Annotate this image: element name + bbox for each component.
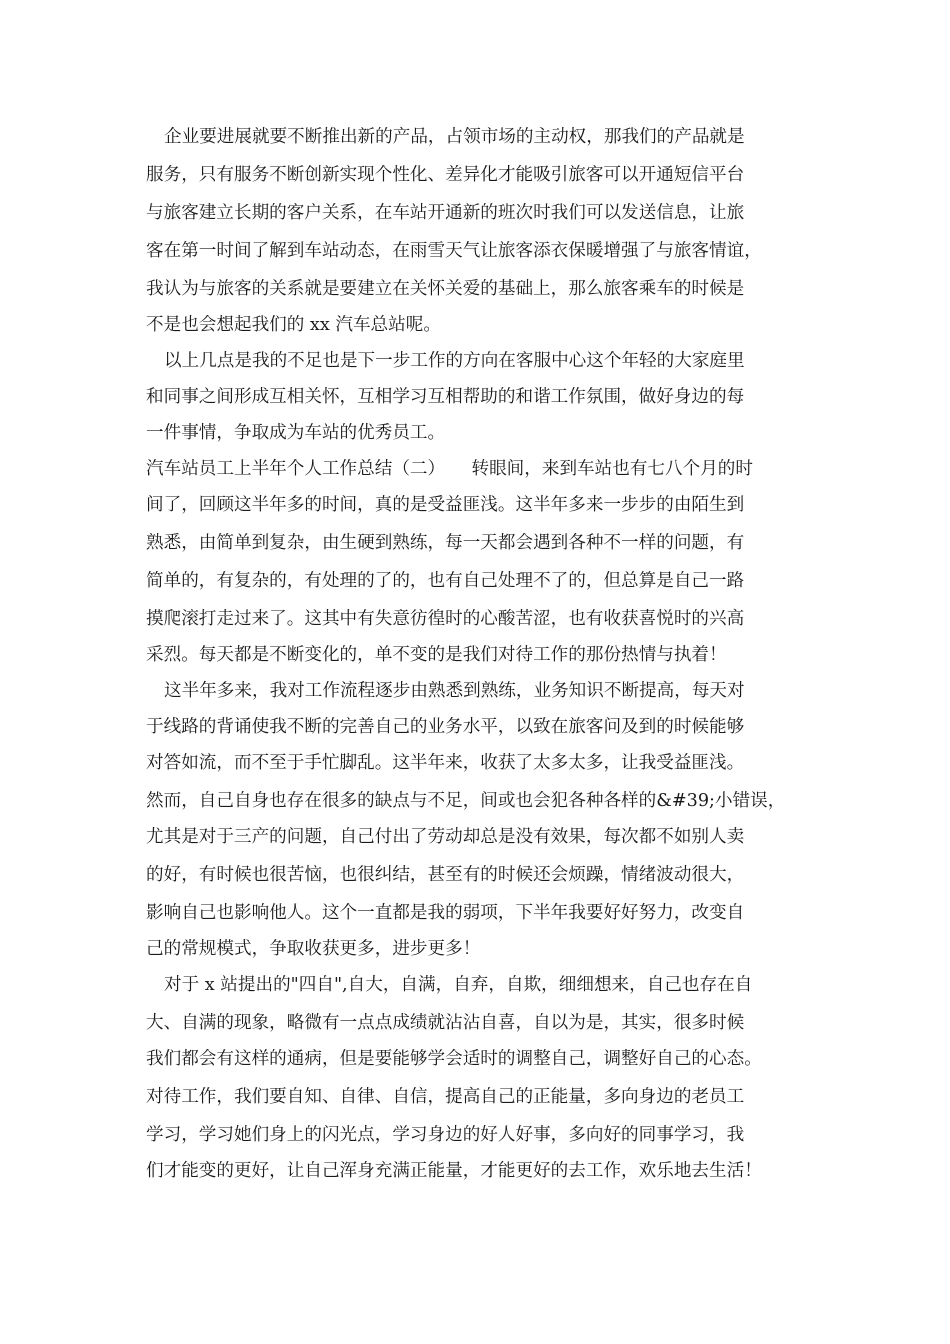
text-line: 间了，回顾这半年多的时间，真的是受益匪浅。这半年多来一步步的由陌生到: [146, 495, 745, 515]
text-line: 和同事之间形成互相关怀，互相学习互相帮助的和谐工作氛围，做好身边的每: [146, 387, 745, 407]
text-line: 的好，有时候也很苦恼，也很纠结，甚至有的时候还会烦躁，情绪波动很大，: [146, 865, 745, 885]
text-line: 客在第一时间了解到车站动态，在雨雪天气让旅客添衣保暖增强了与旅客情谊，: [146, 241, 762, 261]
text-line: 于线路的背诵使我不断的完善自己的业务水平，以致在旅客问及到的时候能够: [146, 717, 745, 737]
text-line: 对于 x 站提出的"四自",自大，自满，自弃，自欺，细细想来，自己也存在自: [164, 975, 753, 995]
text-line: 一件事情，争取成为车站的优秀员工。: [146, 423, 446, 443]
text-line: 们才能变的更好，让自己浑身充满正能量，才能更好的去工作，欢乐地去生活！: [146, 1161, 762, 1181]
text-line: 大、自满的现象，略微有一点点成绩就沾沾自喜，自以为是，其实，很多时候: [146, 1013, 745, 1033]
text-line: 我们都会有这样的通病，但是要能够学会适时的调整自己，调整好自己的心态。: [146, 1049, 762, 1069]
text-line: 摸爬滚打走过来了。这其中有失意彷徨时的心酸苦涩，也有收获喜悦时的兴高: [146, 609, 745, 629]
text-line: 与旅客建立长期的客户关系，在车站开通新的班次时我们可以发送信息，让旅: [146, 203, 745, 223]
text-line: 学习，学习她们身上的闪光点，学习身边的好人好事，多向好的同事学习，我: [146, 1125, 745, 1145]
text-line: 我认为与旅客的关系就是要建立在关怀关爱的基础上，那么旅客乘车的时候是: [146, 279, 745, 299]
text-line: 简单的，有复杂的，有处理的了的，也有自己处理不了的，但总算是自己一路: [146, 571, 745, 591]
text-line: 熟悉，由简单到复杂，由生硬到熟练，每一天都会遇到各种不一样的问题，有: [146, 533, 745, 553]
text-line: 不是也会想起我们的 xx 汽车总站呢。: [146, 315, 441, 335]
text-line: 影响自己也影响他人。这个一直都是我的弱项，下半年我要好好努力，改变自: [146, 903, 745, 923]
text-line: 以上几点是我的不足也是下一步工作的方向在客服中心这个年轻的大家庭里: [164, 351, 745, 371]
text-line: 这半年多来，我对工作流程逐步由熟悉到熟练，业务知识不断提高，每天对: [164, 681, 745, 701]
text-line: 己的常规模式，争取收获更多，进步更多！: [146, 939, 481, 959]
text-line: 企业要进展就要不断推出新的产品，占领市场的主动权，那我们的产品就是: [164, 127, 745, 147]
text-line: 然而，自己自身也存在很多的缺点与不足，间或也会犯各种各样的&#39;小错误，: [146, 791, 786, 811]
text-line: 对答如流，而不至于手忙脚乱。这半年来，收获了太多太多，让我受益匪浅。: [146, 753, 745, 773]
text-line: 采烈。每天都是不断变化的，单不变的是我们对待工作的那份热情与执着！: [146, 645, 727, 665]
text-line: 尤其是对于三产的问题，自己付出了劳动却总是没有效果，每次都不如别人卖: [146, 827, 745, 847]
text-line: 服务，只有服务不断创新实现个性化、差异化才能吸引旅客可以开通短信平台: [146, 165, 745, 185]
text-line: 对待工作，我们要自知、自律、自信，提高自己的正能量，多向身边的老员工: [146, 1087, 745, 1107]
section-heading-line: 汽车站员工上半年个人工作总结（二） 转眼间，来到车站也有七八个月的时: [146, 459, 753, 479]
